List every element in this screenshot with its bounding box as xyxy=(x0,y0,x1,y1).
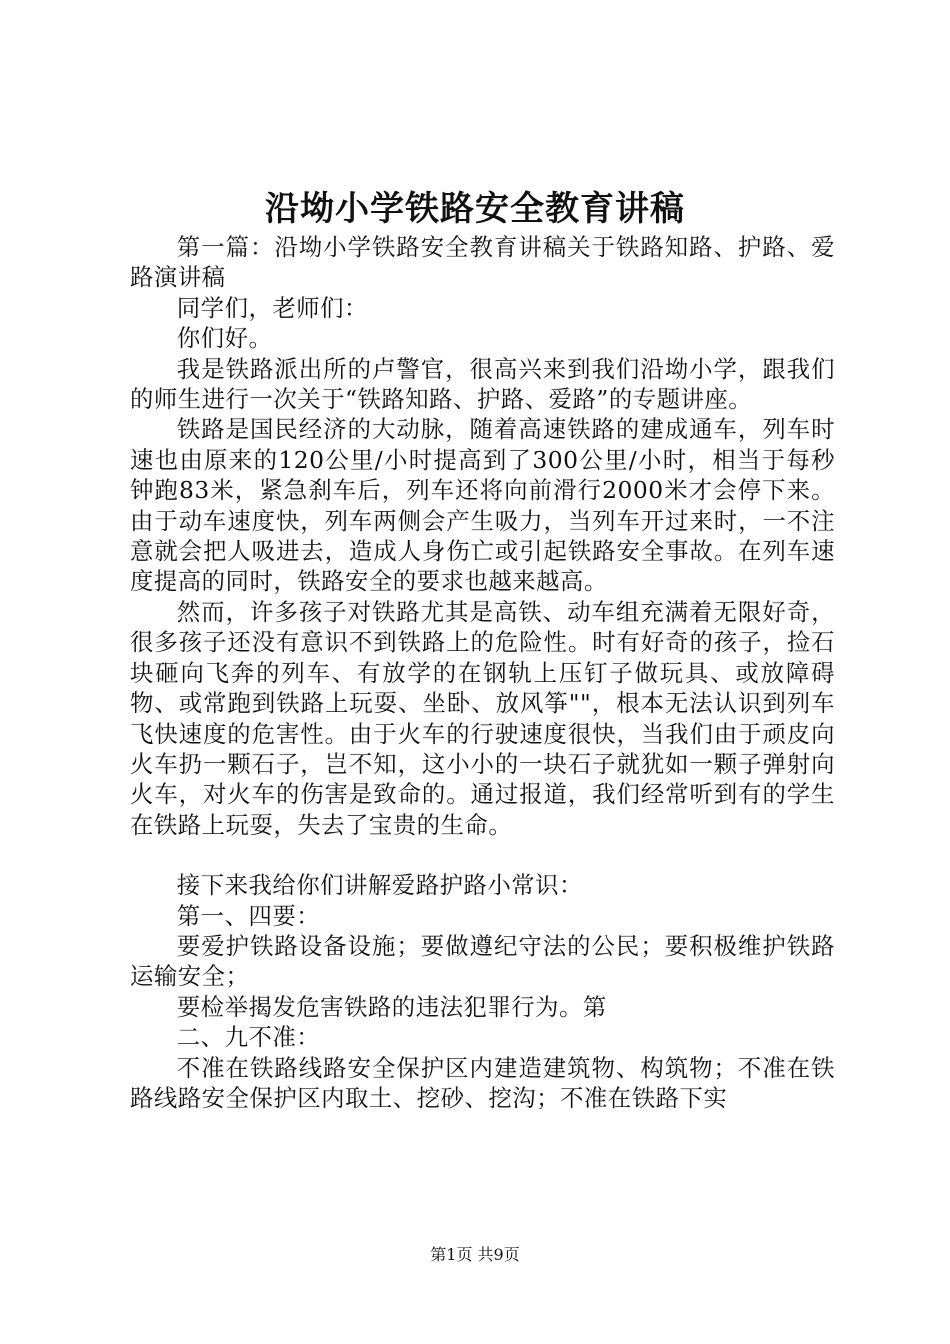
paragraph-nine-prohibitions: 不准在铁路线路安全保护区内建造建筑物、构筑物；不准在铁路线路安全保护区内取土、挖砂、挖沟；不准在铁路下实 xyxy=(130,1053,835,1112)
paragraph-four-musts: 要爱护铁路设备设施；要做遵纪守法的公民；要积极维护铁路运输安全； xyxy=(130,931,835,991)
paragraph-self-intro: 我是铁路派出所的卢警官，很高兴来到我们沿坳小学，跟我们的师生进行一次关于“铁路知路、护路、爱路”的专题讲座。 xyxy=(130,354,835,414)
page-footer: 第1页 共9页 xyxy=(430,1245,520,1264)
document-body xyxy=(130,232,835,1113)
document-title: 沿坳小学铁路安全教育讲稿 xyxy=(265,189,685,229)
paragraph-report-crimes: 要检举揭发危害铁路的违法犯罪行为。第 xyxy=(176,992,607,1021)
paragraph-railway-speed: 铁路是国民经济的大动脉，随着高速铁路的建成通车，列车时速也由原来的120公里/小时提高到了300公里/小时，相当于每秒钟跑83米，紧急刹车后，列车还将向前滑行2000米才会停下来。由于动车速度快，列车两侧会产生吸力，当列车开过来时，一不注意就会把人吸进去，造成人身伤亡或引起铁路安全事故。在列车速度提高的同时，铁路安全的要求也越来越高。 xyxy=(130,415,835,596)
paragraph-hello: 你们好。 xyxy=(176,324,273,353)
paragraph-greeting: 同学们，老师们： xyxy=(176,293,368,322)
paragraph-knowledge-intro: 接下来我给你们讲解爱路护路小常识： xyxy=(176,871,583,900)
paragraph-children-danger: 然而，许多孩子对铁路尤其是高铁、动车组充满着无限好奇，很多孩子还没有意识不到铁路上的危险性。时有好奇的孩子，捡石块砸向飞奔的列车、有放学的在钢轨上压钉子做玩具、或放障碍物、或常跑到铁路上玩耍、坐卧、放风筝""，根本无法认识到列车飞快速度的危害性。由于火车的行驶速度很快，当我们由于顽皮向火车扔一颗石子，岂不知，这小小的一块石子就犹如一颗子弹射向火车，对火车的伤害是致命的。通过报道，我们经常听到有的学生在铁路上玩耍，失去了宝贵的生命。 xyxy=(130,597,835,839)
paragraph-nine-prohibitions-heading: 二、九不准： xyxy=(176,1023,321,1052)
paragraph-four-musts-heading: 第一、四要： xyxy=(176,901,321,930)
paragraph-intro-heading: 第一篇：沿坳小学铁路安全教育讲稿关于铁路知路、护路、爱路演讲稿 xyxy=(130,233,835,292)
